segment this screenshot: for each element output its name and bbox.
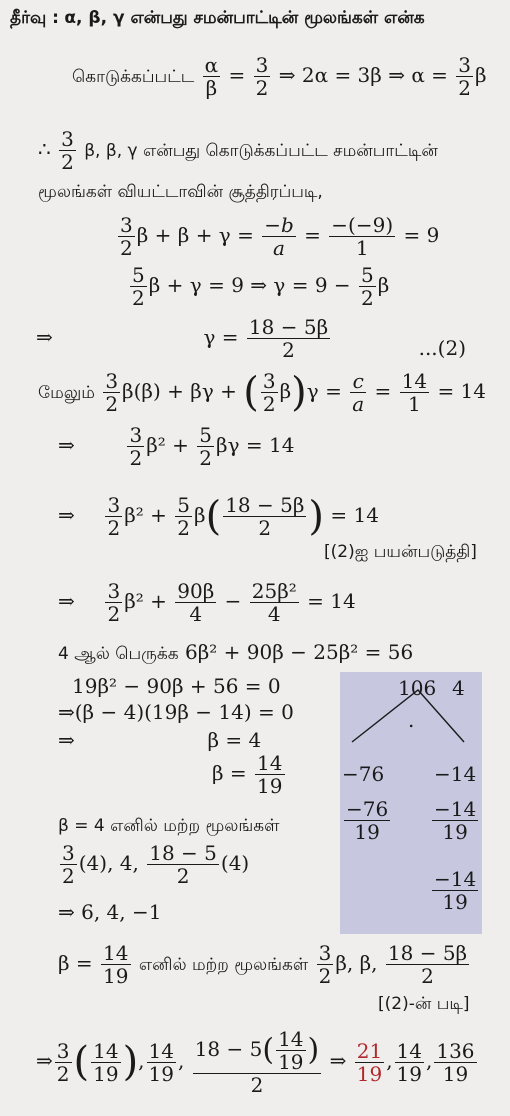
equation-step-7: ⇒ $\frac{3}{2}$ β² + $\frac{90\beta}{4}$ − $\frac{\text{25β²}}{4}$ = 14 — [58, 579, 356, 626]
fraction: $\frac{3}{2}$ — [255, 53, 269, 100]
equation-gamma-step: $\frac{5}{2}$ β + γ = 9 ⇒ γ = 9 − $\frac{5}{2}$ β — [132, 263, 390, 310]
fraction: $\frac{\alpha}{\beta}$ — [204, 53, 219, 100]
case-beta-4: β = 4 எனில் மற்ற மூலங்கள் — [58, 816, 280, 836]
equation-multiply-4: 4 ஆல் பெருக்க 6β² + 90β − 25β² = 56 — [58, 640, 414, 664]
case-beta-14-19: β = $\frac{14}{19}$ எனில் மற்ற மூலங்கள் $\frac{3}{2}$ β, β, $\frac{18 - 5\beta}{2}$ — [58, 941, 468, 988]
given-ratio-line: கொடுக்கப்பட்ட $\frac{\alpha}{\beta}$ = $\frac{3}{2}$ ⇒ 2α = 3β ⇒ α = $\frac{3}{2}$ β — [72, 53, 487, 100]
ref-using-2: [(2)ஐ பயன்படுத்தி] — [324, 542, 477, 562]
ref-by-2: [(2)-ன் படி] — [378, 994, 470, 1014]
final-compound-fraction: 18 − 5( $\frac{14}{19}$ ) 2 — [194, 1027, 320, 1097]
equation-sum-roots: $\frac{3}{2}$ β + β + γ = $\frac{-b}{a}$ = $\frac{-(-9)}{1}$ = 9 — [120, 213, 440, 260]
factor-left-fraction: $\frac{-76}{19}$ — [346, 797, 389, 844]
equation-factored: ⇒(β − 4)(19β − 14) = 0 — [58, 700, 294, 724]
equation-product-pairs: மேலும் $\frac{3}{2}$ β(β) + βγ + ( $\frac{3}{2}$ β)γ = $\frac{c}{a}$ = $\frac{14}{1}$ = 14 — [38, 369, 487, 416]
also-label: மேலும் — [38, 383, 95, 403]
factor-right: −14 — [434, 762, 477, 786]
roots-text: β, β, γ என்பது கொடுக்கப்பட்ட சமன்பாட்டின் — [84, 141, 438, 161]
factor-left: −76 — [342, 762, 385, 786]
solution-statement: α, β, γ என்பது சமன்பாட்டின் மூலங்கள் என்க — [64, 8, 425, 28]
fraction: $\frac{3}{2}$ — [458, 53, 472, 100]
equation-step-5: ⇒ $\frac{3}{2}$ β² + $\frac{5}{2}$ βγ = 14 — [58, 423, 295, 470]
factor-product: 106 — [398, 676, 437, 700]
case-2-text: எனில் மற்ற மூலங்கள் — [138, 955, 309, 975]
given-label: கொடுக்கப்பட்ட — [72, 67, 195, 87]
vieta-line: மூலங்கள் வியட்டாவின் சூத்திரப்படி, — [38, 182, 323, 202]
factor-box — [340, 672, 482, 934]
equation-step-6: ⇒ $\frac{3}{2}$ β² + $\frac{5}{2}$ β( $\frac{18 - 5\beta}{2}$ ) = 14 — [58, 493, 379, 540]
multiply-label: 4 ஆல் பெருக்க — [58, 644, 179, 664]
equation-gamma: ⇒ γ = $\frac{18 - 5\beta}{2}$ ...(2) — [36, 315, 466, 362]
case-beta-4-roots: $\frac{3}{2}$ (4), 4, $\frac{18 - 5}{2}$ (4) — [62, 841, 250, 888]
solution-label: தீர்வு : — [10, 8, 59, 28]
fraction: $\frac{3}{2}$ — [61, 127, 74, 174]
equation-quadratic: 19β² − 90β + 56 = 0 — [72, 674, 281, 698]
factor-right-fraction: $\frac{-14}{19}$ — [434, 797, 477, 844]
implication-text: ⇒ 2α = 3β ⇒ α = — [278, 63, 448, 87]
final-roots: ⇒ $\frac{3}{2}$ ( $\frac{14}{19}$ ), $\frac{14}{19}$ , 18 − 5( $\frac{14}{19}$ ) 2 ⇒ $\frac{21}{19}$ , $\frac{14}{19}$ , $\frac{136}{19}$ — [36, 1027, 475, 1097]
roots-line: ∴ $\frac{3}{2}$ β, β, γ என்பது கொடுக்கப்பட்ட சமன்பாட்டின் — [38, 127, 438, 174]
equation-root-14-19: β = $\frac{14}{19}$ — [212, 751, 283, 798]
case-beta-4-result: ⇒ 6, 4, −1 — [58, 900, 162, 924]
factor-dot: . — [408, 708, 415, 732]
factor-multiplier: 4 — [452, 676, 465, 700]
factor-right-fraction-2: $\frac{-14}{19}$ — [434, 867, 477, 914]
solution-heading — [10, 6, 425, 30]
equation-ref-2: ...(2) — [418, 336, 466, 360]
equation-root-4: ⇒ β = 4 — [58, 728, 262, 752]
